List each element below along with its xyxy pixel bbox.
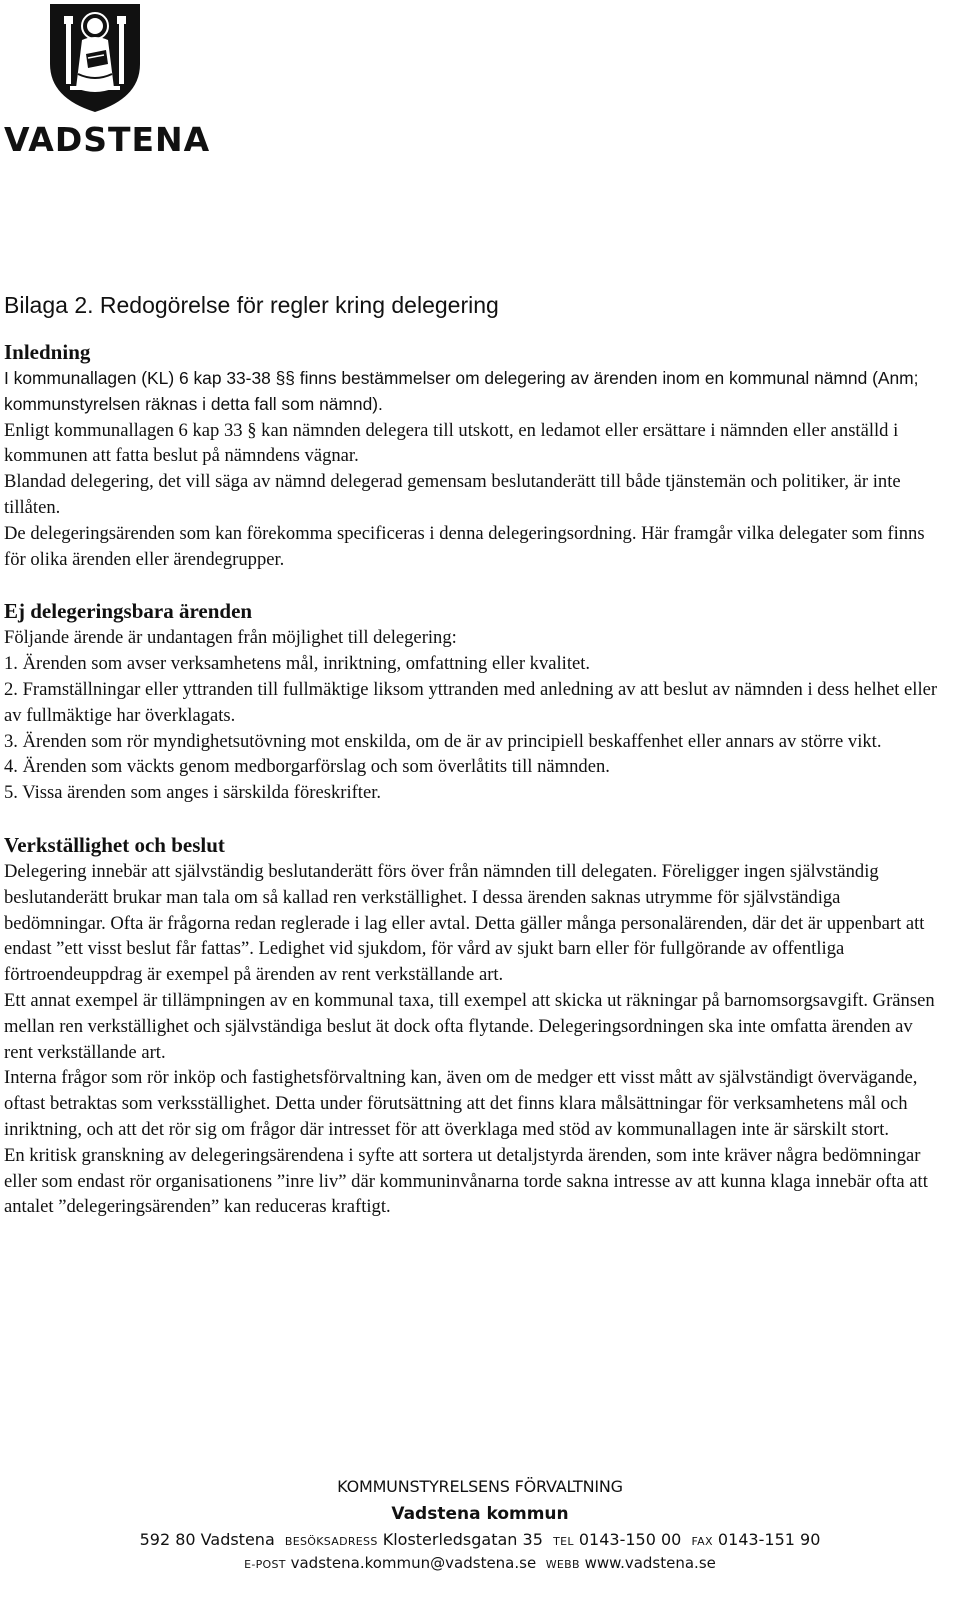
section-heading-ej-delegeringsbara: Ej delegeringsbara ärenden xyxy=(4,599,253,624)
footer-visit-address: Klosterledsgatan 35 xyxy=(382,1530,543,1549)
footer-web-label: WEBB xyxy=(545,1558,580,1571)
document-title: Bilaga 2. Redogörelse för regler kring delegering xyxy=(4,292,499,318)
list-item: 1. Ärenden som avser verksamhetens mål, inriktning, omfattning eller kvalitet. xyxy=(4,653,591,675)
paragraph: Ett annat exempel är tillämpningen av en kommunal taxa, till exempel att skicka ut räkningar på barnomsorgsavgift. Gränsen mellan ren verkställighet och självständiga beslut ät dock ofta flytande. Delegeringsordningen ska inte omfatta ärenden av rent verkställande art. xyxy=(4,989,935,1063)
footer-email-label: E-POST xyxy=(244,1558,286,1571)
paragraph: Följande ärende är undantagen från möjlighet till delegering: xyxy=(4,627,457,649)
list-item: 2. Framställningar eller yttranden till fullmäktige liksom yttranden med anledning av att beslut av nämnden i dess helhet eller av fullmäktige har överklagats. xyxy=(4,678,938,726)
paragraph: Delegering innebär att självständig beslutanderätt förs över från nämnden till delegaten. Föreligger ingen självständig beslutanderätt brukar man tala om så kallad ren verkställighet. I dessa ärenden saknas utrymme för självständiga bedömningar. Ofta är frågorna redan reglerade i lag eller avtal. Detta gäller många personalärenden, där det är uppenbart att endast ”ett visst beslut får fattas”. Ledighet vid sjukdom, för vård av sjukt barn eller för fullgörande av offentliga förtroendeuppdrag är exempel på ärenden av rent verkställande art. xyxy=(4,860,925,986)
list-item: 4. Ärenden som väckts genom medborgarförslag och som överlåtits till nämnden. xyxy=(4,756,610,778)
footer-tel: 0143-150 00 xyxy=(578,1530,682,1549)
list-item: 5. Vissa ärenden som anges i särskilda föreskrifter. xyxy=(4,782,382,804)
paragraph: En kritisk granskning av delegeringsärendena i syfte att sortera ut detaljstyrda ärenden, som inte kräver några bedömningar eller som endast rör organisationens ”inre liv” där kommuninvånarna torde sakna intresse av att kunna klaga innebär ofta att antalet ”delegeringsärenden” kan reduceras kraftigt. xyxy=(4,1144,928,1218)
vadstena-coat-of-arms-icon xyxy=(48,2,142,114)
paragraph: Interna frågor som rör inköp och fastighetsförvaltning kan, även om de medger ett visst mått av självständigt övervägande, oftast betraktas som verksställighet. Detta under förutsättning att det finns klara målsättningar för verksamhetens mål och inriktning, och att det rör sig om frågor där intresset för att överklaga med stöd av kommunallagen inte är särskilt stort. xyxy=(4,1067,918,1140)
footer-fax-label: FAX xyxy=(691,1535,713,1548)
paragraph: Enligt kommunallagen 6 kap 33 § kan nämnden delegera till utskott, en ledamot eller ersättare i nämnden eller anställd i kommunen att fatta beslut på nämndens vägnar. xyxy=(4,419,899,467)
municipality-logo xyxy=(4,2,211,159)
paragraph: De delegeringsärenden som kan förekomma specificeras i denna delegeringsordning. Här framgår vilka delegater som finns för olika ärenden eller ärendegrupper. xyxy=(4,522,925,570)
footer-email[interactable]: vadstena.kommun@vadstena.se xyxy=(290,1554,537,1572)
logo-wordmark: VADSTENA xyxy=(4,120,211,159)
footer-contact-line xyxy=(0,1552,960,1576)
paragraph: Blandad delegering, det vill säga av nämnd delegerad gemensam beslutanderätt till både tjänstemän och politiker, är inte tillåten. xyxy=(4,471,901,518)
section-heading-verkstallighet: Verkställighet och beslut xyxy=(4,832,225,857)
section-heading-inledning: Inledning xyxy=(4,340,91,364)
document-body xyxy=(4,338,944,1220)
footer-tel-label: TEL xyxy=(553,1535,574,1548)
paragraph: I kommunallagen (KL) 6 kap 33-38 §§ finns bestämmelser om delegering av ärenden inom en kommunal nämnd (Anm; kommunstyrelsen räknas i detta fall som nämnd). xyxy=(4,368,919,414)
footer-postal: 592 80 Vadstena xyxy=(139,1530,275,1549)
footer-department: KOMMUNSTYRELSENS FÖRVALTNING xyxy=(337,1477,623,1496)
footer-fax: 0143-151 90 xyxy=(717,1530,821,1549)
footer-web[interactable]: www.vadstena.se xyxy=(584,1554,716,1572)
list-item: 3. Ärenden som rör myndighetsutövning mot enskilda, om de är av principiell beskaffenhet eller annars av större vikt. xyxy=(4,730,882,752)
footer-municipality: Vadstena kommun xyxy=(391,1504,569,1524)
footer-visit-label: BESÖKSADRESS xyxy=(284,1535,378,1548)
footer-address-line xyxy=(0,1527,960,1555)
